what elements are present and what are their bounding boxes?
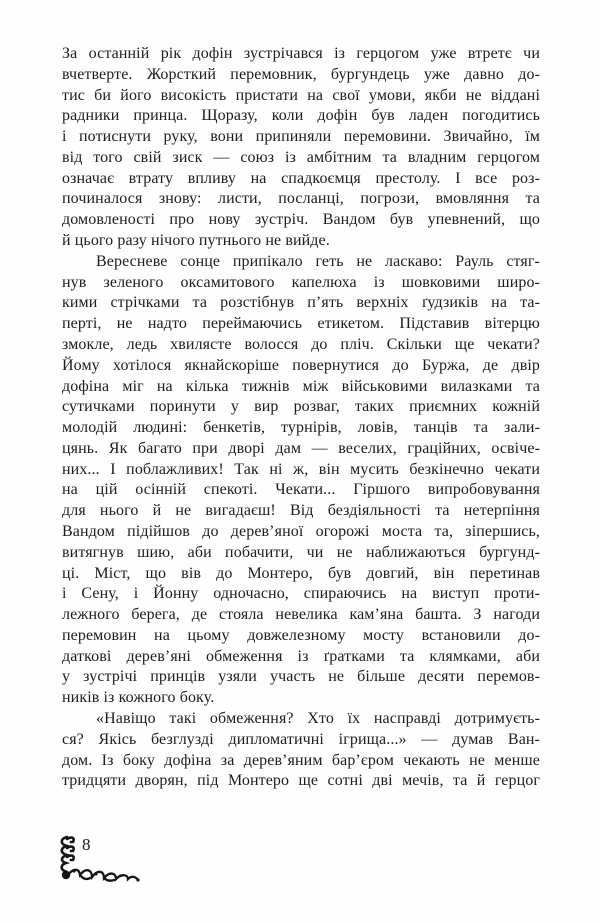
- paragraph: [62, 709, 540, 792]
- text-line: сутичками поринути у вир розваг, таких приємних кожній: [62, 398, 540, 416]
- text-line: перті, не надто переймаючись етикетом. Підставив вітерцю: [62, 315, 540, 333]
- text-line: дом. Із боку дофіна за дерев’яним бар’єром чекають не менше: [62, 751, 540, 769]
- text-line: цянь. Як багато при дворі дам — веселих, граційних, освіче-: [62, 439, 540, 457]
- text-line: тис би його високість пристати на свої умови, якби не віддані: [62, 86, 540, 104]
- text-line: лежного берега, де стояла невелика кам’яна башта. З нагоди: [62, 606, 540, 624]
- text-line: ці. Міст, що вів до Монтеро, був довгий, він перетинав: [62, 564, 540, 582]
- text-line: радники принца. Щоразу, коли дофін був ладен погодитись: [62, 107, 540, 125]
- text-line: починалося знову: листи, посланці, погрози, вмовляння та: [62, 190, 540, 208]
- text-line: у зустрічі принців узяли участь не більше десяти перемов-: [62, 668, 540, 686]
- text-line: них... І поблажливих! Так ні ж, він мусить безкінечно чекати: [62, 460, 540, 478]
- text-line: даткові дерев’яні обмеження із ґратками та клямками, аби: [62, 647, 540, 665]
- text-line: дофіна міг на кілька тижнів між військовими вилазками та: [62, 377, 540, 395]
- text-line: Йому хотілося якнайскоріше повернутися до Буржа, де двір: [62, 356, 540, 374]
- text-line: означає втрату впливу на спадкоємця престолу. І все роз-: [62, 169, 540, 187]
- text-line: За останній рік дофін зустрічався із герцогом уже втретє чи: [62, 45, 540, 62]
- body-text: [62, 44, 540, 792]
- text-line: Вандом підійшов до дерев’яної огорожі моста та, зіпершись,: [62, 522, 540, 540]
- text-line: «Навіщо такі обмеження? Хто їх насправді дотримуєть-: [96, 710, 540, 727]
- text-line: і Сену, і Йонну одночасно, спираючись на виступ проти-: [62, 585, 540, 603]
- text-line: ників із кожного боку.: [62, 689, 215, 707]
- paragraph: [62, 252, 540, 709]
- text-line: витягнув шию, аби побачити, чи не наближаються бургунд-: [62, 543, 540, 561]
- text-line: Вересневе сонце припікало геть не ласкаво: Рауль стяг-: [96, 252, 540, 270]
- text-line: кими стрічками та розстібнув п’ять верхніх ґудзиків на та-: [62, 294, 540, 312]
- text-line: тридцяти дворян, під Монтеро ще сотні дві мечів, та й герцог: [62, 772, 540, 790]
- text-line: домовленості про нову зустріч. Вандом був упевнений, що: [62, 211, 540, 229]
- text-line: нув зеленого оксамитового капелюха із шовковими широ-: [62, 273, 540, 291]
- text-line: вчетверте. Жорсткий перемовник, бургундець уже давно до-: [62, 65, 540, 83]
- paragraph: [62, 44, 540, 252]
- text-line: на цій осінній спекоті. Чекати... Гіршого випробовування: [62, 481, 540, 499]
- text-line: від того свій зиск — союз із амбітним та владним герцогом: [62, 148, 540, 166]
- text-line: змокле, ледь хвилясте волосся до пліч. Скільки ще чекати?: [62, 335, 540, 353]
- text-line: ся? Якісь безглузді дипломатичні ігрища...» — думав Ван-: [62, 730, 540, 748]
- text-line: й цього разу нічого путнього не вийде.: [62, 232, 330, 250]
- text-line: і потиснути руку, вони припиняли перемовини. Звичайно, їм: [62, 128, 540, 146]
- text-line: перемовин на цьому довжелезному мосту встановили до-: [62, 626, 540, 644]
- page-number: 8: [82, 835, 91, 854]
- text-line: для нього й не вигадаєш! Від бездіяльності та нетерпіння: [62, 502, 540, 520]
- text-line: молодій людині: бенкетів, турнірів, ловів, танців та зали-: [62, 419, 540, 437]
- floral-corner-ornament-icon: [56, 834, 140, 884]
